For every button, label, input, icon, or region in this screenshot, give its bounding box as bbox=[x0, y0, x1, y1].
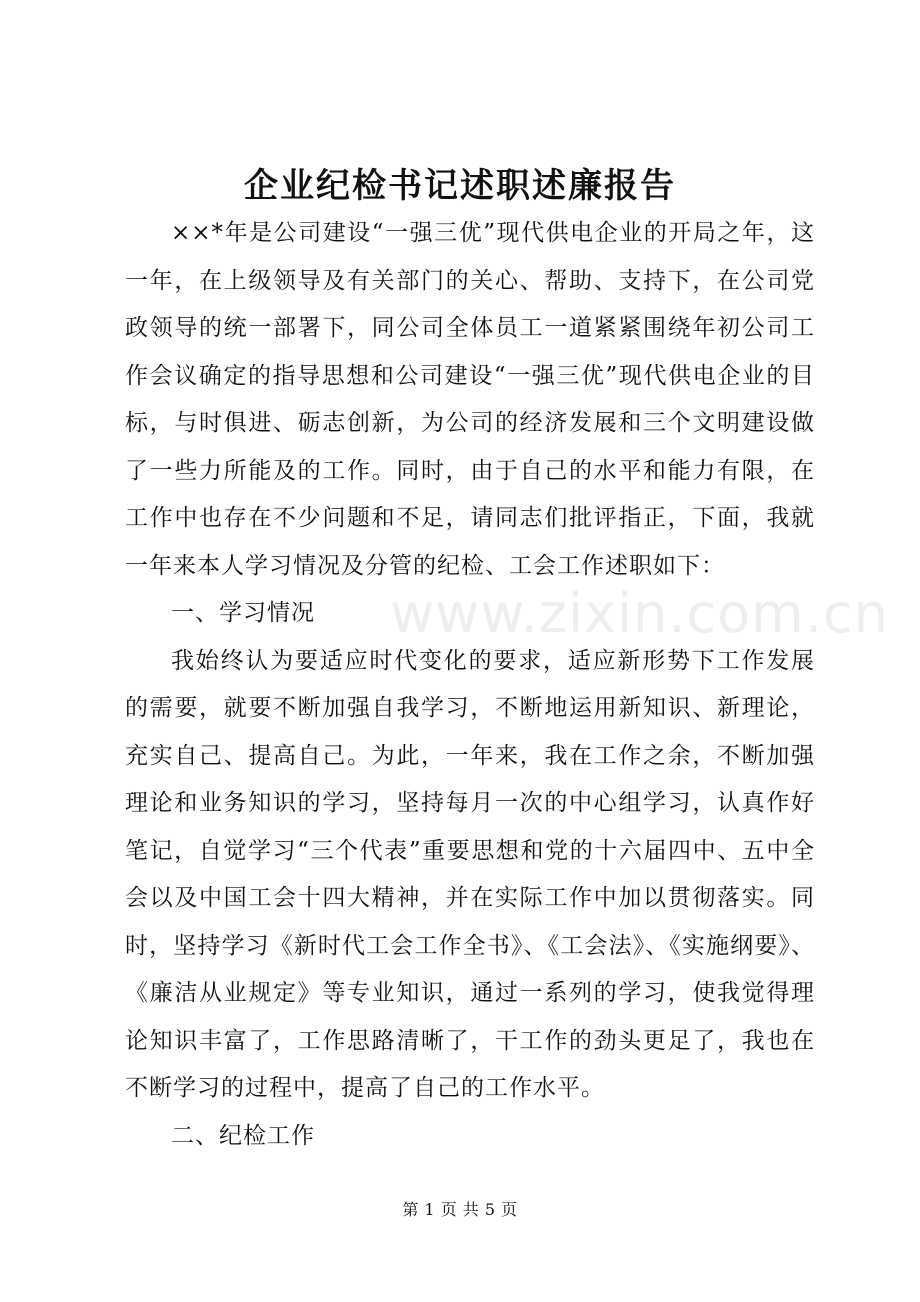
watermark: www.zixin.com.cn bbox=[390, 582, 889, 645]
section-heading-discipline: 二、纪检工作 bbox=[171, 1122, 315, 1149]
section-heading-study: 一、学习情况 bbox=[171, 600, 315, 626]
page-footer: 第 1 页 共 5 页 bbox=[402, 1200, 518, 1219]
document-title: 企业纪检书记述职述廉报告 bbox=[244, 166, 676, 206]
document-body bbox=[125, 210, 815, 1160]
intro-paragraph: ××*年是公司建设“一强三优”现代供电企业的开局之年，这一年，在上级领导及有关部门的关心、帮助、支持下，在公司党政领导的统一部署下，同公司全体员工一道紧紧围绕年初公司工作会议确定的指导思想和公司建设“一强三优”现代供电企业的目标，与时俱进、砺志创新，为公司的经济发展和三个文明建设做了一些力所能及的工作。同时，由于自己的水平和能力有限，在工作中也存在不少问题和不足，请同志们批评指正，下面，我就一年来本人学习情况及分管的纪检、工会工作述职如下： bbox=[125, 220, 815, 579]
study-paragraph: 我始终认为要适应时代变化的要求，适应新形势下工作发展的需要，就要不断加强自我学习，不断地运用新知识、新理论，充实自己、提高自己。为此，一年来，我在工作之余，不断加强理论和业务知识的学习，坚持每月一次的中心组学习，认真作好笔记，自觉学习“三个代表”重要思想和党的十六届四中、五中全会以及中国工会十四大精神，并在实际工作中加以贯彻落实。同时，坚持学习《新时代工会工作全书》、《工会法》、《实施纲要》、《廉洁从业规定》等专业知识，通过一系列的学习，使我觉得理论知识丰富了，工作思路清晰了，干工作的劲头更足了，我也在不断学习的过程中，提高了自己的工作水平。 bbox=[125, 647, 815, 1101]
